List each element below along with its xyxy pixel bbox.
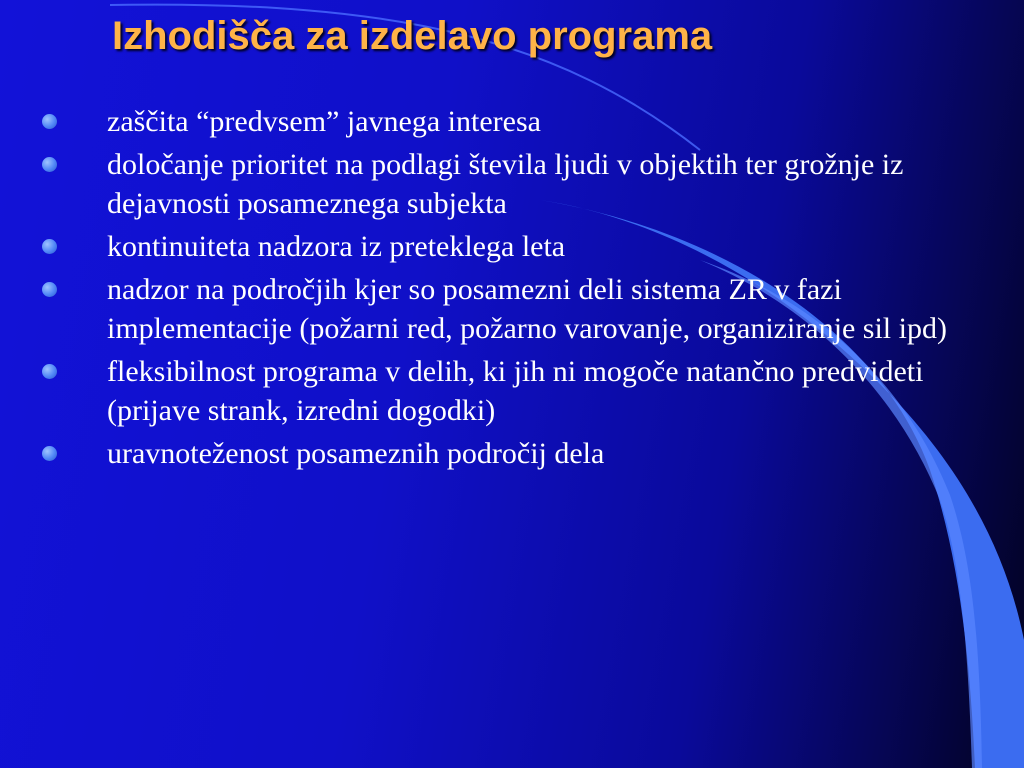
list-item bbox=[40, 227, 970, 266]
bullet-dot-icon bbox=[42, 114, 57, 129]
bullet-text: nadzor na področjih kjer so posamezni deli sistema ZR v fazi implementacije (požarni red, požarno varovanje, organiziranje sil ipd) bbox=[107, 273, 947, 345]
bullet-text: uravnoteženost posameznih področij dela bbox=[107, 437, 605, 470]
bullet-text: kontinuiteta nadzora iz preteklega leta bbox=[107, 230, 566, 263]
bullet-dot-icon bbox=[42, 364, 57, 379]
list-item bbox=[40, 352, 970, 430]
list-item bbox=[40, 434, 970, 473]
list-item bbox=[40, 270, 970, 348]
bullet-text: določanje prioritet na podlagi števila ljudi v objektih ter grožnje iz dejavnosti posameznega subjekta bbox=[107, 148, 904, 220]
bullet-list bbox=[40, 102, 970, 477]
bullet-dot-icon bbox=[42, 157, 57, 172]
bullet-text: fleksibilnost programa v delih, ki jih ni mogoče natančno predvideti (prijave strank, izredni dogodki) bbox=[107, 355, 924, 427]
list-item bbox=[40, 145, 970, 223]
bullet-text: zaščita “predvsem” javnega interesa bbox=[107, 105, 541, 138]
bullet-dot-icon bbox=[42, 446, 57, 461]
bullet-dot-icon bbox=[42, 282, 57, 297]
list-item bbox=[40, 102, 970, 141]
bullet-dot-icon bbox=[42, 239, 57, 254]
slide-title: Izhodišča za izdelavo programa bbox=[112, 14, 713, 58]
